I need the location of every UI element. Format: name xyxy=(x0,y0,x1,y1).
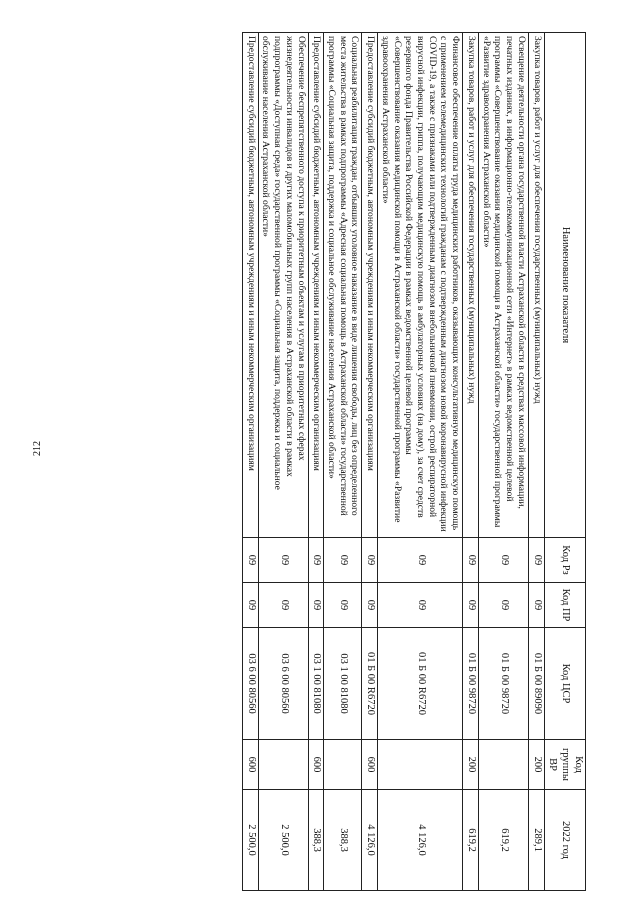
row-value: 4 126,0 xyxy=(362,790,378,891)
row-csr: 01 Б 00 R6720 xyxy=(378,628,463,740)
row-rz: 09 xyxy=(258,538,308,583)
row-name: Финансовое обеспечение оплаты труда медицинских работников, оказывающих консультативную медицинскую помощь с применением телемедицинских технологий гражданам с подтвержденным диагнозом новой коронавирусной инфекции COVID-19, а также с признаками или подтвержденным диагнозом внебольничной пневмонии, острой респираторной вирусной инфекции, гриппа, получающим медицинскую помощь в амбулаторных условиях (на дому), за счет средств резервного фонда Правительства Российской Федерации в рамках ведомственной целевой программы «Совершенствование оказания медицинской помощи в Астраханской области» государственной программы «Развитие здравоохранения Астраханской области» xyxy=(378,33,463,538)
row-value: 619,2 xyxy=(479,790,529,891)
table-row xyxy=(378,33,463,891)
row-vr: 600 xyxy=(242,740,258,790)
budget-table xyxy=(242,32,586,891)
table-row xyxy=(463,33,479,891)
row-vr xyxy=(479,740,529,790)
table-row xyxy=(258,33,308,891)
row-csr: 03 1 00 81080 xyxy=(324,628,362,740)
row-pr: 09 xyxy=(463,583,479,628)
row-pr: 09 xyxy=(242,583,258,628)
row-name: Предоставление субсидий бюджетным, автономным учреждениям и иным некоммерческим организациям xyxy=(242,33,258,538)
row-value: 4 126,0 xyxy=(378,790,463,891)
row-pr: 09 xyxy=(324,583,362,628)
header-rz: Код Рз xyxy=(544,538,585,583)
row-rz: 09 xyxy=(463,538,479,583)
row-rz: 09 xyxy=(479,538,529,583)
row-name: Закупка товаров, работ и услуг для обеспечения государственных (муниципальных) нужд xyxy=(463,33,479,538)
row-value: 388,3 xyxy=(308,790,324,891)
row-vr: 200 xyxy=(528,740,544,790)
table-row xyxy=(242,33,258,891)
row-name: Предоставление субсидий бюджетным, автономным учреждениям и иным некоммерческим организациям xyxy=(362,33,378,538)
table-row xyxy=(479,33,529,891)
table-row xyxy=(528,33,544,891)
table-header-row xyxy=(544,33,585,891)
row-rz: 09 xyxy=(242,538,258,583)
row-csr: 03 6 00 80560 xyxy=(242,628,258,740)
table-row xyxy=(308,33,324,891)
row-pr: 09 xyxy=(258,583,308,628)
row-vr: 600 xyxy=(308,740,324,790)
row-csr: 03 1 00 81080 xyxy=(308,628,324,740)
header-year: 2022 год xyxy=(544,790,585,891)
row-rz: 09 xyxy=(362,538,378,583)
row-csr: 01 Б 00 98720 xyxy=(463,628,479,740)
table-body xyxy=(242,33,544,891)
row-rz: 09 xyxy=(528,538,544,583)
row-pr: 09 xyxy=(308,583,324,628)
header-vr: Код группы ВР xyxy=(544,740,585,790)
row-name: Предоставление субсидий бюджетным, автономным учреждениям и иным некоммерческим организациям xyxy=(308,33,324,538)
row-name: Социальная реабилитация граждан, отбывших уголовное наказание в виде лишения свободы, лиц без определенного места жительства в рамках подпрограммы «Адресная социальная помощь в Астраханской области» государственной программы «Социальная защита, поддержка и социальное обслуживание населения Астраханской области» xyxy=(324,33,362,538)
table-row xyxy=(362,33,378,891)
row-vr xyxy=(324,740,362,790)
row-pr: 09 xyxy=(528,583,544,628)
row-rz: 09 xyxy=(378,538,463,583)
row-pr: 09 xyxy=(378,583,463,628)
row-value: 388,3 xyxy=(324,790,362,891)
row-vr xyxy=(258,740,308,790)
row-pr: 09 xyxy=(362,583,378,628)
page-number: 212 xyxy=(32,441,43,456)
row-pr: 09 xyxy=(479,583,529,628)
row-vr: 600 xyxy=(362,740,378,790)
row-csr: 01 Б 00 R6720 xyxy=(362,628,378,740)
row-name: Обеспечение беспрепятственного доступа к приоритетным объектам и услугам в приоритетных сферах жизнедеятельности инвалидов и других маломобильных групп населения в Астраханской области в рамках подпрограммы «Доступная среда» государственной программы «Социальная защита, поддержка и социальное обслуживание населения Астраханской области» xyxy=(258,33,308,538)
row-value: 2 500,0 xyxy=(242,790,258,891)
header-csr: Код ЦСР xyxy=(544,628,585,740)
row-value: 619,2 xyxy=(463,790,479,891)
header-pr: Код ПР xyxy=(544,583,585,628)
row-vr: 200 xyxy=(463,740,479,790)
row-name: Закупка товаров, работ и услуг для обеспечения государственных (муниципальных) нужд xyxy=(528,33,544,538)
row-rz: 09 xyxy=(308,538,324,583)
row-csr: 03 6 00 80560 xyxy=(258,628,308,740)
row-name: Освещение деятельности органа государственной власти Астраханской области в средствах массовой информации, печатных изданиях, в информационно-телекоммуникационной сети «Интернет» в рамках ведомственной целевой программы «Совершенствование оказания медицинской помощи в Астраханской области» государственной программы «Развитие здравоохранения Астраханской области» xyxy=(479,33,529,538)
row-value: 289,1 xyxy=(528,790,544,891)
row-vr xyxy=(378,740,463,790)
row-csr: 01 Б 00 98720 xyxy=(479,628,529,740)
table-row xyxy=(324,33,362,891)
table-wrapper xyxy=(136,32,586,890)
header-name: Наименование показателя xyxy=(544,33,585,538)
row-csr: 01 Б 00 89090 xyxy=(528,628,544,740)
row-rz: 09 xyxy=(324,538,362,583)
row-value: 2 500,0 xyxy=(258,790,308,891)
